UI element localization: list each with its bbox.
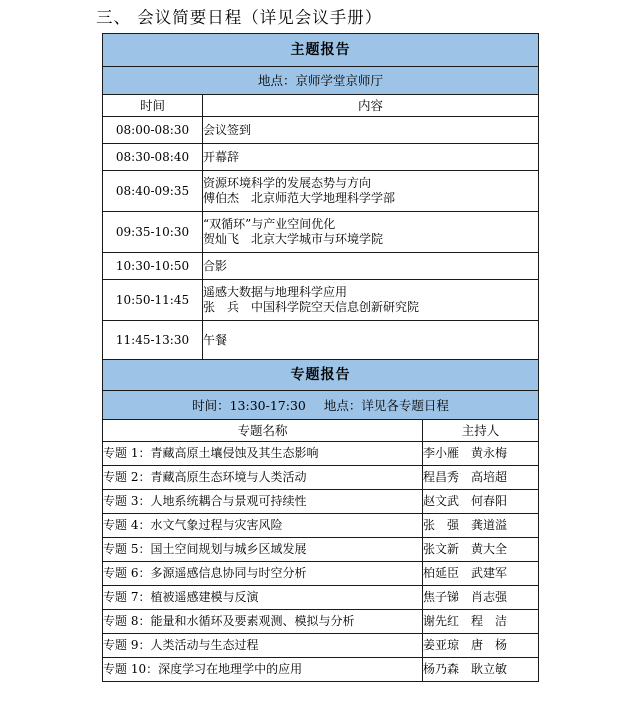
host-name: 程 洁 xyxy=(471,614,508,628)
session-speaker: 张 兵 中国科学院空天信息创新研究院 xyxy=(203,300,420,314)
host-name: 李小雁 xyxy=(423,446,460,460)
topic-hosts xyxy=(423,586,539,610)
topic-name: 专题 6：多源遥感信息协同与时空分析 xyxy=(103,562,423,586)
special-header-row xyxy=(103,420,539,442)
keynote-row xyxy=(103,321,539,360)
keynote-row xyxy=(103,144,539,171)
host-name: 焦子锑 xyxy=(423,590,460,604)
host-name: 杨乃森 xyxy=(423,662,460,676)
topic-hosts xyxy=(423,634,539,658)
col-header-topic: 专题名称 xyxy=(103,420,423,442)
special-info-row xyxy=(103,391,539,420)
host-name: 张 强 xyxy=(423,518,460,532)
keynote-row xyxy=(103,117,539,144)
keynote-row xyxy=(103,212,539,253)
session-time: 10:50-11:45 xyxy=(103,280,203,321)
session-title: 遥感大数据与地理科学应用 xyxy=(203,285,348,299)
session-title: 午餐 xyxy=(203,332,228,347)
host-name: 张文新 xyxy=(423,542,460,556)
host-name: 程昌秀 xyxy=(423,470,460,484)
host-name: 武建军 xyxy=(471,566,508,580)
host-name: 唐 杨 xyxy=(471,638,508,652)
session-time: 10:30-10:50 xyxy=(103,253,203,280)
special-info xyxy=(103,391,539,420)
topic-row xyxy=(103,610,539,634)
keynote-title-row xyxy=(103,34,539,67)
session-title: 会议签到 xyxy=(203,122,252,137)
session-speaker: 贺灿飞 北京大学城市与环境学院 xyxy=(203,232,384,246)
topic-row xyxy=(103,562,539,586)
section-title: 三、 会议简要日程（详见会议手册） xyxy=(96,8,383,27)
keynote-title: 主题报告 xyxy=(103,34,539,67)
host-name: 龚道溢 xyxy=(471,518,508,532)
col-header-content: 内容 xyxy=(203,95,539,117)
keynote-location-row xyxy=(103,67,539,95)
session-content xyxy=(203,212,539,253)
topic-name: 专题 9：人类活动与生态过程 xyxy=(103,634,423,658)
special-title: 专题报告 xyxy=(103,360,539,391)
topic-name: 专题 1：青藏高原土壤侵蚀及其生态影响 xyxy=(103,442,423,466)
special-location: 地点：详见各专题日程 xyxy=(323,397,449,413)
topic-row xyxy=(103,658,539,682)
topic-hosts xyxy=(423,538,539,562)
keynote-header-row xyxy=(103,95,539,117)
topic-name: 专题 7：植被遥感建模与反演 xyxy=(103,586,423,610)
session-title: 资源环境科学的发展态势与方向 xyxy=(203,176,372,190)
topic-row xyxy=(103,490,539,514)
topic-hosts xyxy=(423,514,539,538)
topic-row xyxy=(103,586,539,610)
topic-name: 专题 3：人地系统耦合与景观可持续性 xyxy=(103,490,423,514)
session-title: “双循环”与产业空间优化 xyxy=(203,217,336,231)
session-content xyxy=(203,321,539,360)
topic-name: 专题 2：青藏高原生态环境与人类活动 xyxy=(103,466,423,490)
keynote-row xyxy=(103,280,539,321)
topic-name: 专题 5：国土空间规划与城乡区域发展 xyxy=(103,538,423,562)
topic-name: 专题 10：深度学习在地理学中的应用 xyxy=(103,658,423,682)
topic-name: 专题 4：水文气象过程与灾害风险 xyxy=(103,514,423,538)
keynote-row xyxy=(103,253,539,280)
host-name: 黄大全 xyxy=(471,542,508,556)
host-name: 姜亚琼 xyxy=(423,638,460,652)
topic-hosts xyxy=(423,658,539,682)
topic-row xyxy=(103,442,539,466)
session-time: 11:45-13:30 xyxy=(103,321,203,360)
topic-row xyxy=(103,538,539,562)
topic-hosts xyxy=(423,562,539,586)
host-name: 高培超 xyxy=(471,470,508,484)
topic-hosts xyxy=(423,610,539,634)
host-name: 何春阳 xyxy=(471,494,508,508)
session-time: 08:00-08:30 xyxy=(103,117,203,144)
host-name: 谢先红 xyxy=(423,614,460,628)
session-time: 08:30-08:40 xyxy=(103,144,203,171)
topic-hosts xyxy=(423,490,539,514)
topic-row xyxy=(103,514,539,538)
schedule-table xyxy=(102,33,539,682)
host-name: 赵文武 xyxy=(423,494,460,508)
session-content xyxy=(203,144,539,171)
session-content xyxy=(203,280,539,321)
host-name: 耿立敏 xyxy=(471,662,508,676)
topic-row xyxy=(103,466,539,490)
topic-hosts xyxy=(423,466,539,490)
keynote-location: 地点：京师学堂京师厅 xyxy=(103,67,539,95)
host-name: 肖志强 xyxy=(471,590,508,604)
session-title: 合影 xyxy=(203,258,228,273)
special-time: 时间：13:30-17:30 xyxy=(192,397,306,413)
topic-hosts xyxy=(423,442,539,466)
host-name: 黄永梅 xyxy=(471,446,508,460)
session-speaker: 傅伯杰 北京师范大学地理科学学部 xyxy=(203,191,396,205)
session-content xyxy=(203,117,539,144)
session-time: 09:35-10:30 xyxy=(103,212,203,253)
session-title: 开幕辞 xyxy=(203,149,240,164)
col-header-time: 时间 xyxy=(103,95,203,117)
session-time: 08:40-09:35 xyxy=(103,171,203,212)
host-name: 柏延臣 xyxy=(423,566,460,580)
session-content xyxy=(203,171,539,212)
special-title-row xyxy=(103,360,539,391)
topic-name: 专题 8：能量和水循环及要素观测、模拟与分析 xyxy=(103,610,423,634)
session-content xyxy=(203,253,539,280)
topic-row xyxy=(103,634,539,658)
col-header-host: 主持人 xyxy=(423,420,539,442)
keynote-row xyxy=(103,171,539,212)
